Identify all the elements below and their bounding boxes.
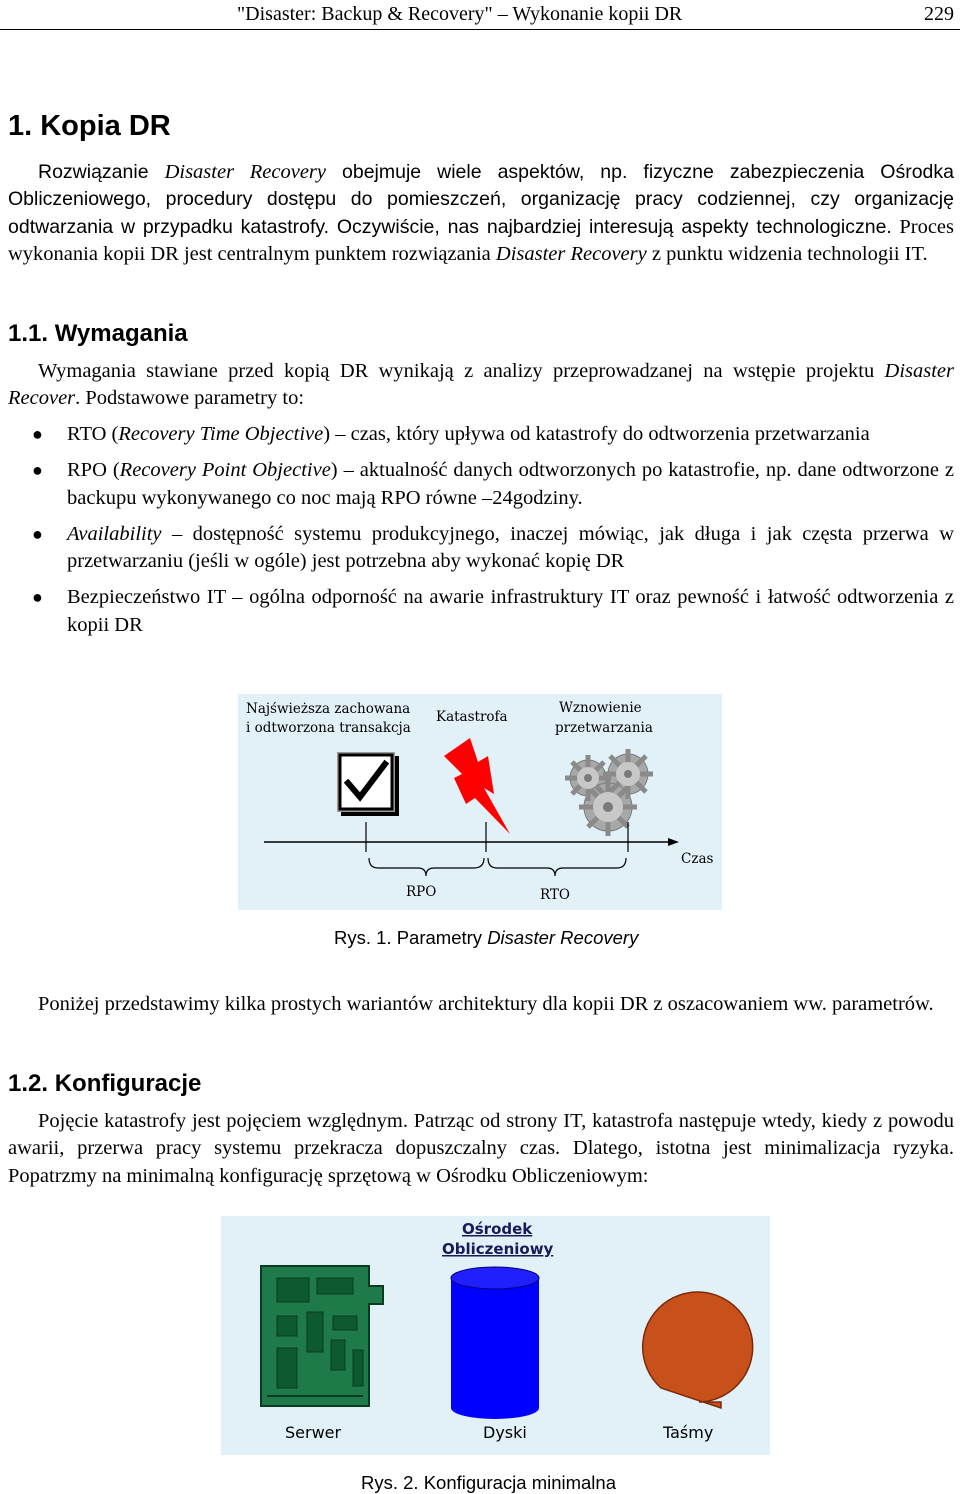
label-transaction-line1: Najświeższa zachowana [246,701,411,717]
gears-icon [565,749,653,836]
section12-paragraph: Pojęcie katastrofy jest pojęciem względnym. Patrząc od strony IT, katastrofa następuje wtedy, kiedy z powodu awarii, przerwa pracy systemu przekracza dopuszczalny czas. Dlatego, istotna jest minimalizacja ryzyka. Popatrzmy na minimalną konfigurację sprzętową w Ośrodku Obliczeniowym: [8,1110,954,1187]
page-number: 229 [924,3,954,25]
figure1-caption: Rys. 1. Parametry Disaster Recovery [334,927,639,948]
time-axis-arrowhead [668,838,679,846]
label-resume-line2: przetwarzania [555,720,653,736]
para-italic: Disaster Recovery [164,161,326,183]
requirements-list [0,421,954,648]
header-title: "Disaster: Backup & Recovery" – Wykonanie kopii DR [237,3,683,25]
section1-paragraph [8,159,954,268]
figure2-caption: Rys. 2. Konfiguracja minimalna [361,1472,616,1493]
para-text: Proces wykonania kopii DR jest centralnym punktem rozwiązania [8,215,955,265]
section-heading-kopia-dr: 1. Kopia DR [8,110,171,142]
label-disks: Dyski [483,1423,527,1442]
para-text: . Podstawowe parametry to: [75,387,305,410]
datacenter-title-line1: Ośrodek [462,1220,533,1238]
para-text: obejmuje wiele aspektów, np. fizyczne zabezpieczenia Ośrodka Obliczeniowego, procedury dostępu do pomieszczeń, organizację pracy codziennej, czy organizację odtwarzania w przypadku katastrofy. Oczywiście, nas najbardziej interesują aspekty technologiczne. [8,161,954,238]
tapes-icon [643,1292,753,1408]
bullet-icon: ● [32,424,43,444]
para-italic: Disaster Recovery [495,242,647,265]
para-text: Rozwiązanie [38,161,165,183]
para-text: z punktu widzenia technologii IT. [646,242,928,265]
brace-rpo [369,858,484,876]
section-heading-wymagania: 1.1. Wymagania [8,320,188,347]
label-resume-line1: Wznowienie [559,700,642,716]
brace-rto [488,858,626,876]
intro-paragraph: Poniżej przedstawimy kilka prostych wariantów architektury dla kopii DR z oszacowaniem ww. parametrów. [38,993,934,1015]
label-rto: RTO [540,887,570,903]
list-item: ● Bezpieczeństwo IT – ogólna odporność na awarie infrastruktury IT oraz pewność i łatwość odtworzenia z kopii DR [32,586,954,636]
para-text: Wymagania stawiane przed kopią DR wynikają z analizy przeprowadzanej na wstępie projektu [38,360,885,382]
running-header [0,0,960,30]
label-transaction-line2: i odtworzona transakcja [246,720,411,736]
bullet-icon: ● [32,523,43,544]
figure-dr-parameters [238,694,722,910]
list-item: ● RPO (Recovery Point Objective) – aktualność danych odtworzonych po katastrofie, np. dane odtworzone z backupu wykonywanego co noc mają RPO równe –24godziny. [32,459,954,509]
server-icon [261,1266,383,1406]
bullet-icon: ● [32,460,43,480]
disks-icon [451,1267,539,1419]
lightning-icon [444,738,510,834]
section11-paragraph [8,358,954,413]
label-server: Serwer [285,1423,342,1442]
checkbox-icon [337,752,399,816]
bullet-icon: ● [32,587,43,607]
figure-minimal-configuration [221,1216,770,1455]
label-time: Czas [681,851,714,867]
label-disaster: Katastrofa [436,709,508,725]
para-italic: Disaster Recover [8,360,954,410]
label-tapes: Taśmy [663,1423,714,1442]
list-item: ● RTO (Recovery Time Objective) – czas, który upływa od katastrofy do odtworzenia przetwarzania [0,421,954,449]
label-rpo: RPO [406,884,437,900]
section-heading-konfiguracje: 1.2. Konfiguracje [8,1070,202,1097]
list-item: ● Availability – dostępność systemu produkcyjnego, inaczej mówiąc, jak długa i jak częsta przerwa w przetwarzaniu (jeśli w ogóle) jest potrzebna aby wykonać kopię DR [32,522,954,572]
datacenter-title-line2: Obliczeniowy [442,1240,554,1258]
